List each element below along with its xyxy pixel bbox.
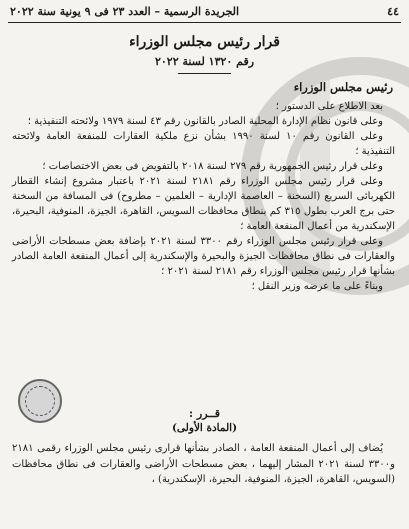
preamble-paragraph: وعلى القانون رقم ١٠ لسنة ١٩٩٠ بشأن نزع ملكية العقارات للمنفعة العامة ولائحته التنفيذية ؛ <box>12 131 395 157</box>
decree-title: قرار رئيس مجلس الوزراء <box>129 34 280 50</box>
article-text: يُضاف إلى أعمال المنفعة العامة ، الصادر بشأنها قرارى رئيس مجلس الوزراء رقمى ٢١٨١ و٣٣٠٠ لسنة ٢٠٢١ المشار إليهما ، بعض مسطحات الأراضى والعقارات فى نطاق محافظات (السويس، القاهرة، الجيزة، المنوفية، البحيرة، الإسكندرية) ، <box>12 443 395 485</box>
preamble <box>12 99 395 294</box>
preamble-paragraph: وعلى قرار رئيس الجمهورية رقم ٢٧٩ لسنة ٢٠١٨ بالتفويض فى بعض الاختصاصات ؛ <box>42 161 383 172</box>
decree-number: رقم ١٣٢٠ لسنة ٢٠٢٢ <box>154 55 255 68</box>
issuing-authority: رئيس مجلس الوزراء <box>293 80 393 94</box>
page-header <box>10 3 399 19</box>
preamble-paragraph: وعلى قرار رئيس مجلس الوزراء رقم ٣٣٠٠ لسنة ٢٠٢١ بإضافة بعض مسطحات الأراضى والعقارات فى نطاق محافظات الجيزة والبحيرة والإسكندرية إلى أعمال المنفعة العامة الصادر بشأنها قرار رئيس مجلس الوزراء رقم ٢١٨١ لسنة ٢٠٢١ ؛ <box>12 236 395 277</box>
preamble-paragraph: وعلى قانون نظام الإدارة المحلية الصادر بالقانون رقم ٤٣ لسنة ١٩٧٩ ولائحته التنفيذية ؛ <box>27 116 383 127</box>
article-body <box>12 441 395 488</box>
preamble-paragraph: وبناءً على ما عرضه وزير النقل ؛ <box>251 281 383 292</box>
preamble-paragraph: وعلى قرار رئيس مجلس الوزراء رقم ٢١٨١ لسنة ٢٠٢١ باعتبار مشروع إنشاء القطار الكهربائى السريع (السخنة – العاصمة الإدارية – العلمين – مطروح) فى المسافة من السخنة حتى برج العرب بطول ٣١٥ كم بنطاق محافظات السويس، القاهرة، الجيزة، المنوفية، البحيرة، الإسكندرية من أعمال المنفعة العامة ؛ <box>12 176 395 232</box>
header-publication: الجريدة الرسمية – العدد ٢٣ فى ٩ يونية سنة ٢٠٢٢ <box>10 4 240 18</box>
header-page-number: ٤٤ <box>387 4 399 18</box>
title-divider <box>178 73 231 74</box>
decision-heading: قــرر : <box>189 407 220 420</box>
preamble-paragraph: بعد الاطلاع على الدستور ؛ <box>275 101 383 112</box>
header-divider <box>8 22 401 23</box>
article-title: (المادة الأولى) <box>171 422 238 434</box>
